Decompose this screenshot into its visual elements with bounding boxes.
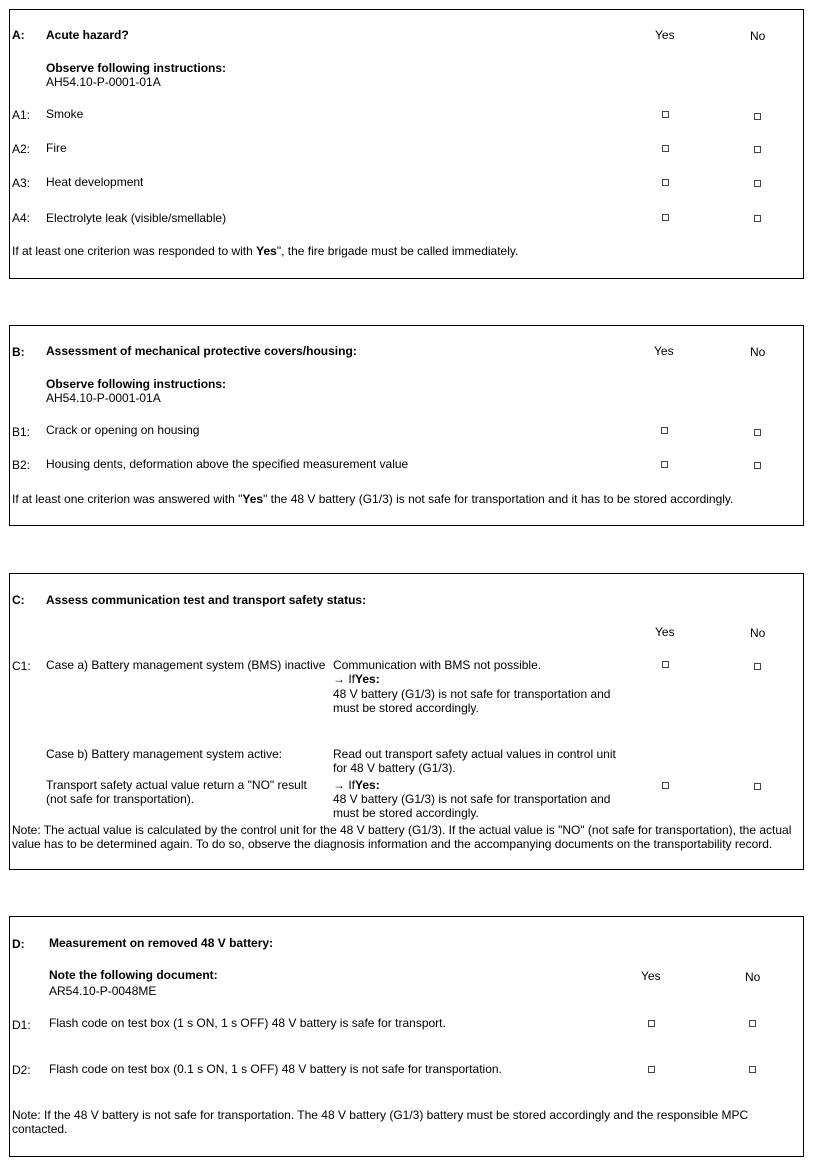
section-c-note: Note: The actual value is calculated by the control unit for the 48 V battery (G1/3). If the actual value is "NO" (not safe for transportation), the actual value has to be determined again. To do so, observe the diagnosis information and the accompanying documents on the transportability record. [12,823,792,851]
section-b-code: B: [12,345,25,359]
section-a-code: A: [12,28,25,42]
case-a-label: Case a) Battery management system (BMS) inactive [46,658,326,672]
case-a-yes-checkbox[interactable] [662,661,669,668]
item-a1-no-checkbox[interactable] [754,113,761,120]
item-b2-code: B2: [12,458,31,472]
case-a-consequence: 48 V battery (G1/3) is not safe for transportation and must be stored accordingly. [333,687,611,715]
section-a-note: If at least one criterion was responded to with Yes", the fire brigade must be called immediately. [12,244,519,258]
item-b1-code: B1: [12,425,31,439]
item-b1-no-checkbox[interactable] [754,429,761,436]
item-a1-label: Smoke [46,107,84,121]
item-a3-code: A3: [12,176,31,190]
section-d-instructions-heading: Note the following document: [49,968,218,982]
section-b-note: If at least one criterion was answered with "Yes" the 48 V battery (G1/3) is not safe for transportation and it has to be stored accordingly. [12,492,734,506]
section-b-yes-header: Yes [654,344,674,358]
case-b-label: Case b) Battery management system active: [46,747,283,761]
section-a-yes-header: Yes [655,28,675,42]
section-d-code: D: [12,937,25,951]
item-a4-no-checkbox[interactable] [754,215,761,222]
section-c-title: Assess communication test and transport safety status: [46,593,367,607]
section-a-acute-hazard [9,9,804,279]
section-b-instructions-heading: Observe following instructions: [46,377,227,391]
item-a3-no-checkbox[interactable] [754,180,761,187]
item-d2-yes-checkbox[interactable] [648,1066,655,1073]
section-b-no-header: No [750,345,766,359]
section-b-title: Assessment of mechanical protective covers/housing: [46,344,357,358]
item-a4-yes-checkbox[interactable] [662,214,669,221]
item-a3-label: Heat development [46,175,144,189]
item-a1-yes-checkbox[interactable] [662,111,669,118]
item-a2-yes-checkbox[interactable] [662,145,669,152]
case-a-no-checkbox[interactable] [754,663,761,670]
item-a2-label: Fire [46,141,67,155]
section-d-instructions-doc: AR54.10-P-0048ME [49,984,157,998]
item-c1-code: C1: [12,659,31,673]
case-b-consequence: 48 V battery (G1/3) is not safe for transportation and must be stored accordingly. [333,792,611,820]
item-d1-no-checkbox[interactable] [749,1020,756,1027]
section-d-no-header: No [745,970,761,984]
item-a2-code: A2: [12,142,31,156]
section-c-code: C: [12,593,25,607]
item-b2-label: Housing dents, deformation above the specified measurement value [46,457,409,471]
section-a-instructions-heading: Observe following instructions: [46,61,227,75]
case-b-yes-checkbox[interactable] [662,782,669,789]
case-b-condition: Transport safety actual value return a "NO" result (not safe for transportation). [46,778,307,806]
item-d2-code: D2: [12,1063,31,1077]
item-a4-label: Electrolyte leak (visible/smellable) [46,211,227,225]
item-d2-label: Flash code on test box (0.1 s ON, 1 s OFF) 48 V battery is not safe for transportation. [49,1062,502,1076]
item-b2-yes-checkbox[interactable] [661,461,668,468]
item-a3-yes-checkbox[interactable] [662,179,669,186]
item-a1-code: A1: [12,108,31,122]
section-a-title: Acute hazard? [46,28,129,42]
item-b1-label: Crack or opening on housing [46,423,200,437]
section-d-yes-header: Yes [641,969,661,983]
item-a4-code: A4: [12,211,31,225]
item-d1-code: D1: [12,1018,31,1032]
section-b-instructions-doc: AH54.10-P-0001-01A [46,391,161,405]
case-b-no-checkbox[interactable] [754,783,761,790]
section-c-no-header: No [750,626,766,640]
item-d2-no-checkbox[interactable] [749,1066,756,1073]
case-a-if-yes: → IfYes: [333,672,380,686]
case-b-if-yes: → IfYes: [333,778,380,792]
section-d-note: Note: If the 48 V battery is not safe for transportation. The 48 V battery (G1/3) battery must be stored accordingly and the responsible MPC contacted. [12,1108,749,1136]
section-c-yes-header: Yes [655,625,675,639]
section-d-title: Measurement on removed 48 V battery: [49,936,274,950]
case-a-result: Communication with BMS not possible. [333,658,542,672]
case-b-readout: Read out transport safety actual values in control unit for 48 V battery (G1/3). [333,747,616,775]
section-a-no-header: No [750,29,766,43]
item-d1-label: Flash code on test box (1 s ON, 1 s OFF) 48 V battery is safe for transport. [49,1016,446,1030]
item-b1-yes-checkbox[interactable] [661,427,668,434]
item-b2-no-checkbox[interactable] [754,462,761,469]
section-a-instructions-doc: AH54.10-P-0001-01A [46,75,161,89]
item-a2-no-checkbox[interactable] [754,146,761,153]
item-d1-yes-checkbox[interactable] [648,1020,655,1027]
